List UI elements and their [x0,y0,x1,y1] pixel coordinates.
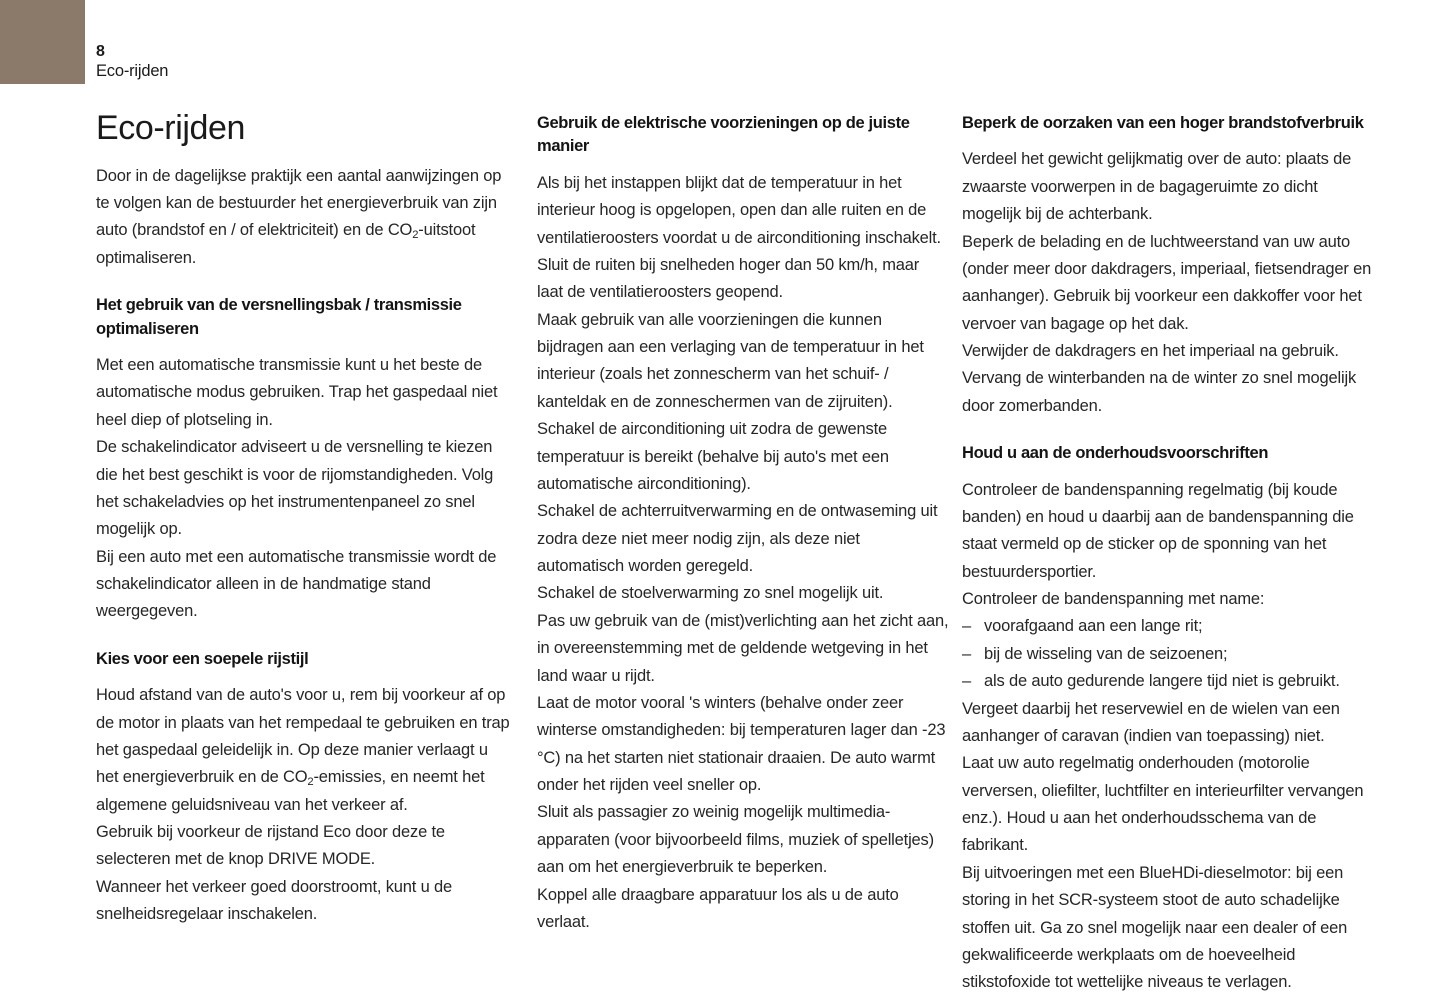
list-item-label: voorafgaand aan een lange rit; [984,617,1203,636]
list-item-label: als de auto gedurende langere tijd niet is gebruikt. [984,672,1340,691]
column-3 [962,110,1376,997]
body-paragraph: Vergeet daarbij het reservewiel en de wielen van een aanhanger of caravan (indien van toepassing) niet. [962,699,1340,745]
body-paragraph: Wanneer het verkeer goed doorstroomt, kunt u de snelheidsregelaar inschakelen. [96,877,452,924]
body-paragraph: Maak gebruik van alle voorzieningen die kunnen bijdragen aan een verlaging van de temperatuur in het interieur (zoals het zonnescherm van het schuif- / kanteldak en de zonneschermen van de zijruiten). [537,310,924,411]
section-heading: Gebruik de elektrische voorzieningen op de juiste manier [537,114,910,156]
body-paragraph: Controleer de bandenspanning met name: [962,590,1265,609]
body-paragraph: Beperk de belading en de luchtweerstand van uw auto (onder meer door dakdragers, imperiaal, fietsendrager en aanhanger). Gebruik bij voorkeur een dakkoffer voor het vervoer van bagage op het dak. [962,232,1372,333]
page-header [96,42,496,82]
body-paragraph: Bij uitvoeringen met een BlueHDi-dieselmotor: bij een storing in het SCR-systeem stoot de auto schadelijke stoffen uit. Ga zo snel mogelijk naar een dealer of een gekwalificeerde werkplaats om de hoeveelheid stikstofoxide tot wettelijke niveaus te verlagen. [962,863,1348,992]
body-paragraph: Bij een auto met een automatische transmissie wordt de schakelindicator alleen in de handmatige stand weergegeven. [96,547,497,621]
body-paragraph: Schakel de stoelverwarming zo snel mogelijk uit. [537,584,884,603]
body-paragraph: Controleer de bandenspanning regelmatig (bij koude banden) en houd u daarbij aan de bandenspanning die staat vermeld op de sticker op de sponning van het bestuurdersportier. [962,480,1354,581]
body-paragraph: Vervang de winterbanden na de winter zo snel mogelijk door zomerbanden. [962,369,1357,415]
body-paragraph: Koppel alle draagbare apparatuur los als u de auto verlaat. [537,885,899,931]
page-columns [0,109,1445,992]
body-paragraph: Verdeel het gewicht gelijkmatig over de auto: plaats de zwaarste voorwerpen in de bagageruimte zo dicht mogelijk bij de achterbank. [962,150,1352,224]
list-item [962,613,1376,640]
body-paragraph: Schakel de achterruitverwarming en de ontwaseming uit zodra deze niet meer nodig zijn, als deze niet automatisch worden geregeld. [537,502,938,576]
body-paragraph: Als bij het instappen blijkt dat de temperatuur in het interieur hoog is opgelopen, open dan alle ruiten en de ventilatieroosters voordat u de airconditioning inschakelt. [537,173,941,247]
dash-bullet-icon: – [962,644,971,663]
page-title: Eco-rijden [96,109,246,147]
body-paragraph: Sluit de ruiten bij snelheden hoger dan 50 km/h, maar laat de ventilatieroosters geopend. [537,255,920,302]
column-2 [537,110,949,936]
body-paragraph: Houd afstand van de auto's voor u, rem bij voorkeur af op de motor in plaats van het rempedaal te gebruiken en trap het gaspedaal geleidelijk in. Op deze manier verlaagt u het energieverbruik en de $CO_2$-emissies, en neemt het algemene geluidsniveau van het verkeer af. [96,686,510,814]
body-paragraph: Met een automatische transmissie kunt u het beste de automatische modus gebruiken. Trap het gaspedaal niet heel diep of plotseling in. [96,356,498,429]
body-paragraph: Pas uw gebruik van de (mist)verlichting aan het zicht aan, in overeenstemming met de geldende wetgeving in het land waar u rijdt. [537,611,949,685]
dash-bullet-icon: – [962,672,971,691]
body-paragraph: Sluit als passagier zo weinig mogelijk multimedia-apparaten (voor bijvoorbeeld films, muziek of spelletjes) aan om het energieverbruik te beperken. [537,803,934,877]
body-paragraph: Gebruik bij voorkeur de rijstand Eco door deze te selecteren met de knop DRIVE MODE. [96,823,445,869]
body-paragraph: Door in de dagelijkse praktijk een aantal aanwijzingen op te volgen kan de bestuurder het energieverbruik van zijn auto (brandstof en / of elektriciteit) en de $CO_2$-uitstoot optimaliseren. [96,166,502,267]
column-1 [96,110,512,929]
body-paragraph: De schakelindicator adviseert u de versnelling te kiezen die het best geschikt is voor de rijomstandigheden. Volg het schakeladvies op het instrumentenpaneel zo snel mogelijk op. [96,438,494,539]
body-paragraph: Verwijder de dakdragers en het imperiaal na gebruik. [962,342,1339,361]
header-corner-block [0,0,85,84]
list-item [962,641,1376,668]
section-heading: Houd u aan de onderhoudsvoorschriften [962,444,1269,463]
section-heading: Beperk de oorzaken van een hoger brandstofverbruik [962,114,1364,132]
list-item [962,668,1376,695]
list-item-label: bij de wisseling van de seizoenen; [984,644,1228,663]
body-paragraph: Laat de motor vooral 's winters (behalve onder zeer winterse omstandigheden: bij temperaturen lager dan -23 °C) na het starten niet stationair draaien. De auto warmt onder het rijden veel sneller op. [537,693,946,795]
page-number: 8 [96,43,105,60]
section-heading: Het gebruik van de versnellingsbak / transmissie optimaliseren [96,296,462,338]
dash-bullet-icon: – [962,617,971,636]
body-paragraph: Laat uw auto regelmatig onderhouden (motorolie verversen, oliefilter, luchtfilter en interieurfilter vervangen enz.). Houd u aan het onderhoudsschema van de fabrikant. [962,754,1364,855]
dash-list [962,613,1376,695]
section-heading: Kies voor een soepele rijstijl [96,649,309,668]
body-paragraph: Schakel de airconditioning uit zodra de gewenste temperatuur is bereikt (behalve bij auto's met een automatische airconditioning). [537,420,889,493]
page-section-label: Eco-rijden [96,62,169,80]
